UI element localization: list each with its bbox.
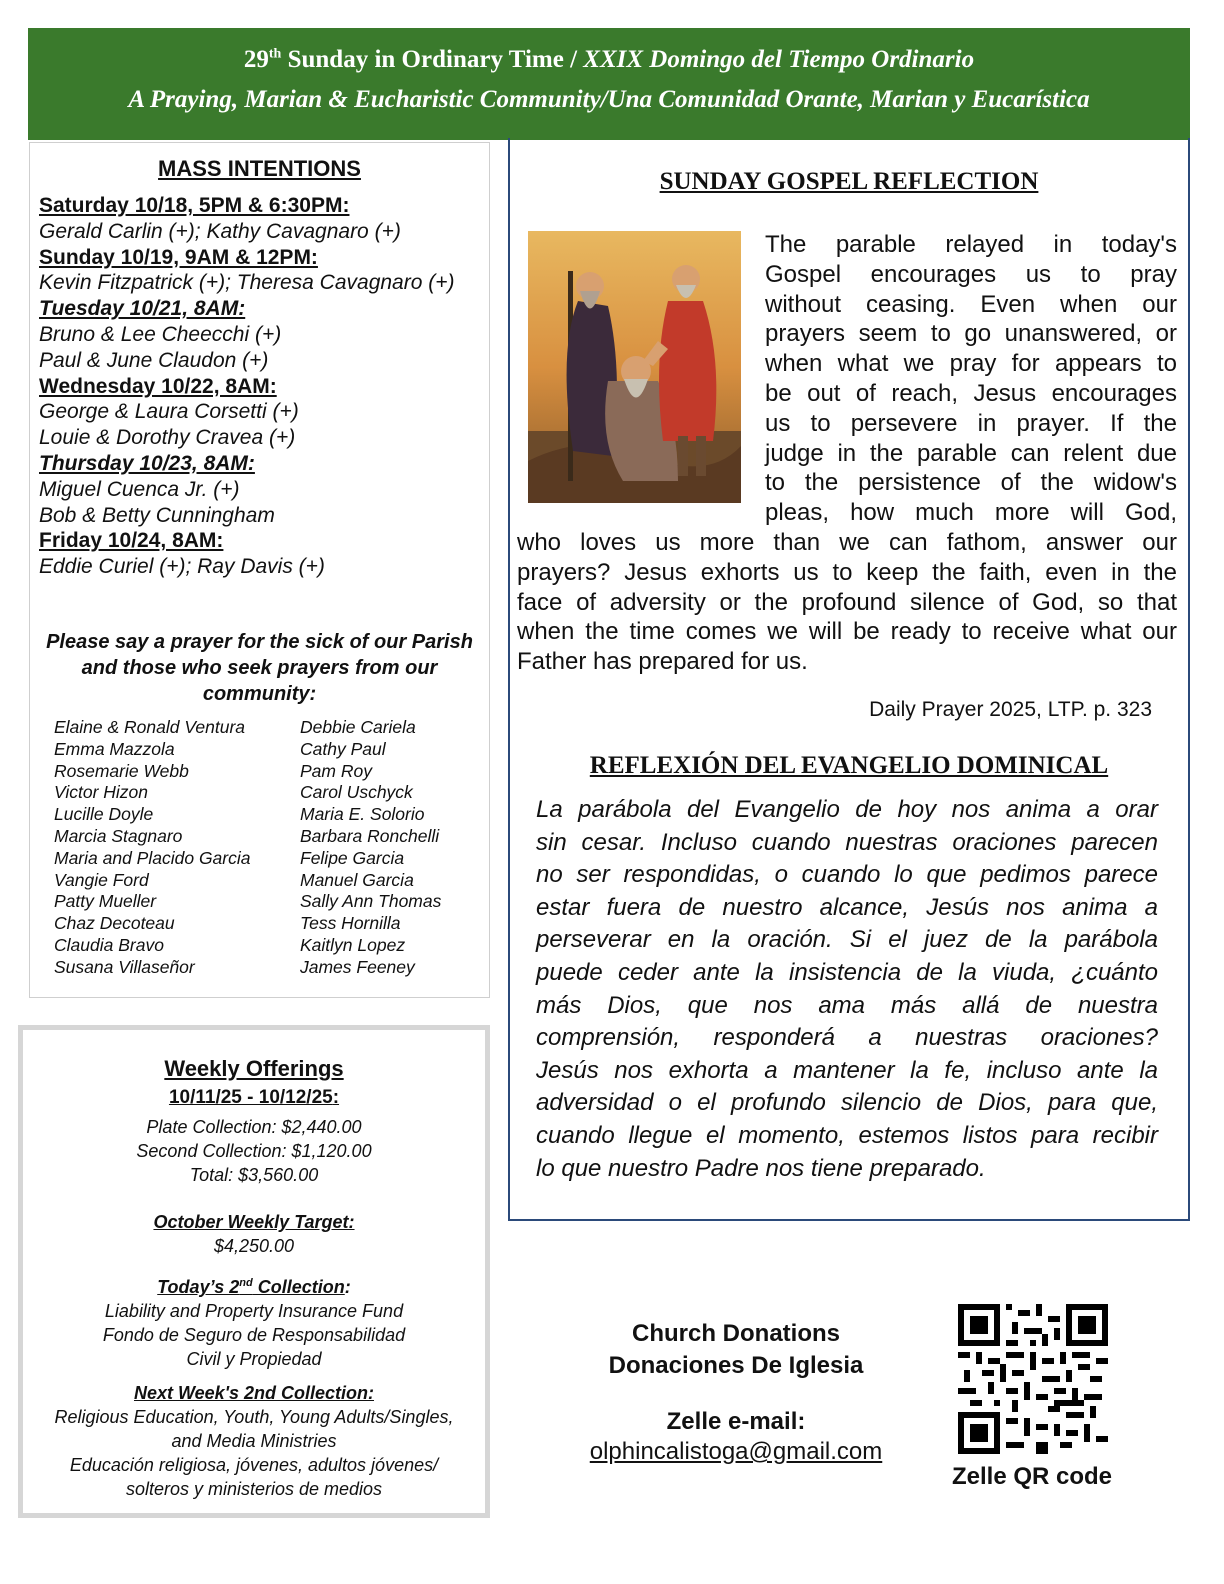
gospel-line: to the persistence of the widow's: [765, 469, 1177, 497]
offerings-total: Total: $3,560.00: [189, 1165, 319, 1185]
zelle-email-link[interactable]: olphincalistoga@gmail.com: [589, 1438, 883, 1465]
sick-name: Debbie Cariela: [300, 717, 416, 737]
reflexion-line: adversidad o el profundo silencio de Dios, para que,: [536, 1089, 1158, 1117]
reflexion-line: comprensión, responderá a nuestras oraciones?: [536, 1024, 1158, 1052]
reflexion-line: Jesús nos exhorta a mantener la fe, incluso ante la: [536, 1056, 1158, 1084]
mass-entry: Eddie Curiel (+); Ray Davis (+): [39, 555, 325, 579]
gospel-reflection-box: [508, 138, 1190, 1221]
gospel-line: Father has prepared for us.: [517, 648, 808, 676]
mass-entry: Kevin Fitzpatrick (+); Theresa Cavagnaro (+): [39, 271, 455, 295]
next-collection-line: Educación religiosa, jóvenes, adultos jóvenes/: [69, 1455, 439, 1475]
plate-collection: Plate Collection: $2,440.00: [146, 1117, 362, 1137]
next-collection-line: and Media Ministries: [171, 1431, 337, 1451]
mass-entry: Gerald Carlin (+); Kathy Cavagnaro (+): [39, 219, 401, 243]
todays-collection: [23, 1271, 485, 1371]
gospel-title: SUNDAY GOSPEL REFLECTION: [659, 168, 1039, 195]
gospel-text-wrapped: [765, 230, 1177, 528]
reflexion-line: cuando llegue el momento, estemos listos para recibir: [536, 1121, 1158, 1149]
mass-day: Tuesday 10/21, 8AM:: [39, 297, 246, 321]
donations-title-en: Church Donations: [632, 1320, 840, 1347]
sick-name: Carol Uschyck: [300, 782, 413, 803]
next-collection-line: Religious Education, Youth, Young Adults/Singles,: [54, 1407, 454, 1427]
offerings-period: 10/11/25 - 10/12/25:: [168, 1087, 340, 1108]
mass-entry: Paul & June Claudon (+): [39, 348, 269, 372]
sick-name: James Feeney: [300, 956, 415, 977]
sick-name: Lucille Doyle: [54, 804, 154, 825]
weekly-target-label: October Weekly Target:: [153, 1212, 355, 1232]
sick-name: Elaine & Ronald Ventura: [54, 717, 246, 737]
zelle-qr-label: Zelle QR code: [951, 1463, 1113, 1490]
mass-intentions-list: [39, 193, 483, 580]
mass-entry: Miguel Cuenca Jr. (+): [39, 477, 240, 501]
gospel-line: when what we pray for appears to: [765, 350, 1177, 378]
sick-name: Maria E. Solorio: [300, 804, 425, 825]
reflexion-title: REFLEXIÓN DEL EVANGELIO DOMINICAL: [589, 752, 1109, 779]
sick-name: Claudia Bravo: [54, 934, 164, 955]
sick-name: Patty Mueller: [54, 891, 157, 912]
reflexion-line: puede ceder ante la insistencia de la viuda, ¿cuánto: [536, 958, 1158, 986]
gospel-text-full: [517, 528, 1177, 677]
offerings-amounts: [23, 1115, 485, 1187]
reflexion-text: [536, 794, 1158, 1185]
sick-name: Barbara Ronchelli: [300, 825, 440, 846]
offerings-title: Weekly Offerings: [164, 1056, 344, 1081]
mass-day: Wednesday 10/22, 8AM:: [39, 374, 277, 398]
zelle-email-label: Zelle e-mail:: [666, 1408, 806, 1435]
sick-name: Maria and Placido Garcia: [54, 847, 251, 868]
sick-name: Cathy Paul: [300, 738, 386, 759]
gospel-line: judge in the parable can relent due: [765, 439, 1177, 467]
reflexion-line: sin cesar. Incluso cuando nuestras oraciones parecen: [536, 828, 1158, 856]
sick-name: Victor Hizon: [54, 782, 149, 803]
sick-name: Kaitlyn Lopez: [300, 934, 406, 955]
gospel-line: The parable relayed in today's: [765, 231, 1177, 258]
todays-collection-line: Civil y Propiedad: [186, 1349, 322, 1369]
reflexion-line: más Dios, que nos ama más allá de nuestra: [536, 991, 1158, 1019]
sick-name: Rosemarie Webb: [54, 760, 189, 781]
reflexion-line: perseverar en la oración. Si el juez de la parábola: [536, 926, 1158, 954]
gospel-line: prayers? Jesus exhorts us to keep the faith, even in the: [517, 558, 1177, 586]
church-donations: [560, 1318, 912, 1466]
gospel-line: pleas, how much more will God,: [765, 499, 1177, 527]
gospel-line: Gospel encourages us to pray: [765, 260, 1177, 288]
donations-title-es: Donaciones De Iglesia: [608, 1352, 864, 1379]
header-banner: [28, 28, 1190, 140]
mass-day: Friday 10/24, 8AM:: [39, 529, 224, 553]
next-collection-line: solteros y ministerios de medios: [125, 1479, 383, 1499]
weekly-target-value: $4,250.00: [213, 1236, 295, 1256]
mass-entry: Louie & Dorothy Cravea (+): [39, 426, 296, 450]
reflexion-line: estar fuera de nuestro alcance, Jesús nos anima a: [536, 893, 1158, 921]
next-collection: [23, 1381, 485, 1501]
banner-subtitle: A Praying, Marian & Eucharistic Community/Una Comunidad Orante, Marian y Eucarística: [128, 86, 1090, 113]
zelle-qr-code-icon[interactable]: [958, 1304, 1108, 1454]
next-collection-label: Next Week's 2nd Collection:: [133, 1383, 374, 1403]
sick-name: Manuel Garcia: [300, 869, 414, 890]
sick-name: Chaz Decoteau: [54, 913, 175, 934]
sick-name: Pam Roy: [300, 760, 372, 781]
gospel-line: face of adversity or the profound silence of God, so that: [517, 588, 1177, 616]
todays-collection-line: Fondo de Seguro de Responsabilidad: [102, 1325, 406, 1345]
mass-entry: Bruno & Lee Cheecchi (+): [39, 322, 282, 346]
sick-name: Felipe Garcia: [300, 847, 405, 868]
mass-entry: Bob & Betty Cunningham: [39, 503, 275, 527]
gospel-line: prayers seem to go unanswered, or: [765, 320, 1177, 348]
sick-name: Marcia Stagnaro: [54, 825, 183, 846]
sick-name: Tess Hornilla: [300, 913, 401, 934]
gospel-line: without ceasing. Even when our: [765, 290, 1177, 318]
sick-name: Susana Villaseñor: [54, 956, 195, 977]
banner-title: 29th Sunday in Ordinary Time / XXIX Domingo del Tiempo Ordinario: [243, 46, 975, 73]
gospel-line: us to persevere in prayer. If the: [765, 409, 1177, 437]
sick-list-col1: [54, 717, 250, 979]
gospel-line: who loves us more than we can fathom, answer our: [517, 529, 1177, 556]
gospel-line: when the time comes we will be ready to receive what our: [517, 618, 1177, 646]
mass-intentions-title: MASS INTENTIONS: [158, 156, 361, 181]
weekly-offerings-box: [18, 1025, 490, 1518]
mass-intentions-box: [29, 142, 490, 998]
sick-name: Emma Mazzola: [54, 738, 175, 759]
weekly-target: [23, 1210, 485, 1258]
reflexion-line: no ser respondidas, o cuando lo que pedimos parece: [536, 861, 1158, 889]
todays-collection-line: Liability and Property Insurance Fund: [104, 1301, 404, 1321]
second-collection: Second Collection: $1,120.00: [136, 1141, 372, 1161]
prayer-painting-image: [528, 231, 741, 503]
reflexion-line: lo que nuestro Padre nos tiene preparado.: [536, 1154, 986, 1182]
sick-name: Vangie Ford: [54, 869, 149, 890]
gospel-citation: Daily Prayer 2025, LTP. p. 323: [869, 698, 1152, 721]
mass-day: Saturday 10/18, 5PM & 6:30PM:: [39, 194, 350, 217]
mass-day: Thursday 10/23, 8AM:: [39, 451, 255, 475]
mass-entry: George & Laura Corsetti (+): [39, 400, 299, 424]
reflexion-line: La parábola del Evangelio de hoy nos anima a orar: [536, 796, 1158, 823]
sick-name: Sally Ann Thomas: [300, 891, 442, 912]
gospel-line: be out of reach, Jesus encourages: [765, 379, 1177, 407]
mass-day: Sunday 10/19, 9AM & 12PM:: [39, 245, 318, 269]
sick-prayer-title: Please say a prayer for the sick of our Parish and those who seek prayers from our community:: [46, 631, 473, 705]
todays-collection-label: Today’s 2nd Collection:: [157, 1277, 351, 1297]
sick-list-col2: [300, 717, 441, 979]
